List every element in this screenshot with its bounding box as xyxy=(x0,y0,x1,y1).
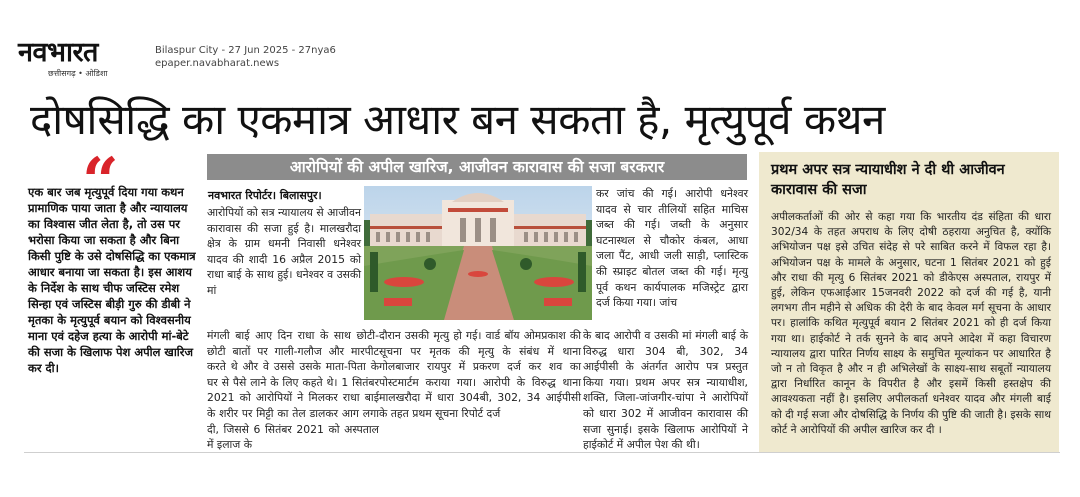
pull-quote: एक बार जब मृत्युपूर्व दिया गया कथन प्रामाणिक पाया जाता है और न्यायालय का विश्वास जीत लेता है, तो उस पर भरोसा किया जा सकता है और बिना किसी पुष्टि के उसे दोषसिद्धि का एकमात्र आधार बनाया जा सकता है। इस आशय के निर्देश के साथ चीफ जस्टिस रमेश सिन्हा एवं जस्टिस बीड़ी गुरु की डीबी ने मृतका के मृत्युपूर्व बयान को विश्वसनीय माना एवं दहेज हत्या के आरोपी मां-बेटे की सजा के खिलाफ पेश अपील खारिज कर दी। xyxy=(28,185,196,375)
article-column-1b: मंगली बाई आए दिन राधा के साथ छोटी-छोटी बातों पर गाली-गलौज और मारपीट करते थे और वे उससे उसके माता-पिता के घर से पैसे लाने के लिए कहते थे। 1 सितंबर 2021 को आरोपियों ने मिलकर राधा बाई के शरीर पर मिट्टी का तेल डालकर आग लगा दी, जिससे 6 सितंबर 2021 को अस्पताल में इलाज के xyxy=(207,329,379,452)
court-building-photo xyxy=(364,186,592,320)
edition-info xyxy=(155,44,336,70)
sidebar-title: प्रथम अपर सत्र न्यायाधीश ने दी थी आजीवन कारावास की सजा xyxy=(771,162,1005,198)
page-title: दोषसिद्धि का एकमात्र आधार बन सकता है, मृत्युपूर्व कथन xyxy=(30,95,885,144)
quote-icon: “ xyxy=(82,144,119,219)
court-building-image xyxy=(364,186,592,320)
logo-text: नवभारत xyxy=(18,37,98,68)
epaper-url[interactable]: epaper.navabharat.news xyxy=(155,58,280,69)
reporter-byline: नवभारत रिपोर्टर। बिलासपुर। xyxy=(208,189,322,202)
article-column-2: दौरान उसकी मृत्यु हो गई। वार्ड बॉय ओमप्रकाश की सूचना पर मृतक की मृत्यु के संबंध में थाना गोलबाजार रायपुर में प्रकरण दर्ज कर शव का पोस्टमार्टम कराया गया। आरोपी के विरुद्ध थाना मालखरौदा में धारा 304बी, 302, 34 आईपीसी के तहत प्रथम सूचना रिपोर्ट दर्ज xyxy=(379,329,581,420)
article-subhead: आरोपियों की अपील खारिज, आजीवन कारावास की सजा बरकरार xyxy=(207,154,747,180)
article-column-3b: के बाद आरोपी व उसकी मां मंगली बाई के विरुद्ध धारा 304 बी, 302, 34 आईपीसी के अंतर्गत आरोप पत्र प्रस्तुत किया गया। प्रथम अपर सत्र न्यायाधीश, शक्ति, जिला-जांजगीर-चांपा ने आरोपियों को धारा 302 में आजीवन कारावास की सजा सुनाई। इसके खिलाफ आरोपियों ने हाईकोर्ट में अपील पेश की थी। xyxy=(583,329,748,452)
article-column-3: कर जांच की गई। आरोपी धनेश्वर यादव से चार तीलियों सहित माचिस जब्त की गई। जब्ती के अनुसार घटनास्थल से चौकोर कंबल, आधा जला पैंट, आधी जली साड़ी, प्लास्टिक की स्प्राइट बोतल जब्त की गई। मृत्यु पूर्व कथन कार्यपालक मजिस्ट्रेट द्वारा दर्ज किया गया। जांच xyxy=(596,187,748,310)
logo-subtitle: छत्तीसगढ़ • ओडिशा xyxy=(48,69,108,78)
edition-line: Bilaspur City - 27 Jun 2025 - 27nya6 xyxy=(155,45,336,56)
sidebar-body: अपीलकर्ताओं की ओर से कहा गया कि भारतीय दंड संहिता की धारा 302/34 के तहत अपराध के लिए दोषी ठहराया अनुचित है, क्योंकि अभियोजन पक्ष इसे उचित संदेह से परे साबित करने में विफल रहा है। अभियोजन पक्ष के मामले के अनुसार, घटना 1 सितंबर 2021 को हुई और राधा की मृत्यु 6 सितंबर 2021 को डीकेएस अस्पताल, रायपुर में हुई, लेकिन एफआईआर 15जनवरी 2022 को दर्ज की गई है, यानी लगभग तीन महीने से अधिक की देरी के बाद केवल मर्ग सूचना के आधार पर। हालांकि कथित मृत्युपूर्व बयान 2 सितंबर 2021 को ही दर्ज किया गया था। हाईकोर्ट ने तर्क सुनने के बाद अपने आदेश में कहा विचारण न्यायालय द्वारा पारित निर्णय साक्ष्य के समुचित मूल्यांकन पर आधारित है जो न तो विकृत है और न ही अभिलेखों के साक्ष्य-साथ सबूतों न्यायालय द्वारा निर्धारित कानून के विपरीत है और इसमें किसी हस्तक्षेप की आवश्यकता नहीं है। इसलिए अपीलकर्ता धनेश्वर यादव और मंगली बाई को दी गई सजा और दोषसिद्धि के निर्णय की पुष्टि की जाती है। इसके साथ कोर्ट ने आरोपियों की अपील खारिज कर दी । xyxy=(771,211,1051,436)
article-column-1: आरोपियों को सत्र न्यायालय से आजीवन कारावास की सजा हुई है। मालखरौदा क्षेत्र के ग्राम धमनी निवासी धनेश्वर यादव की शादी 16 अप्रैल 2015 को राधा बाई के साथ हुई। धनेश्वर व उसकी मां xyxy=(207,206,361,297)
masthead-logo xyxy=(18,37,148,82)
bottom-divider xyxy=(24,452,1060,453)
sidebar-box xyxy=(759,152,1059,452)
